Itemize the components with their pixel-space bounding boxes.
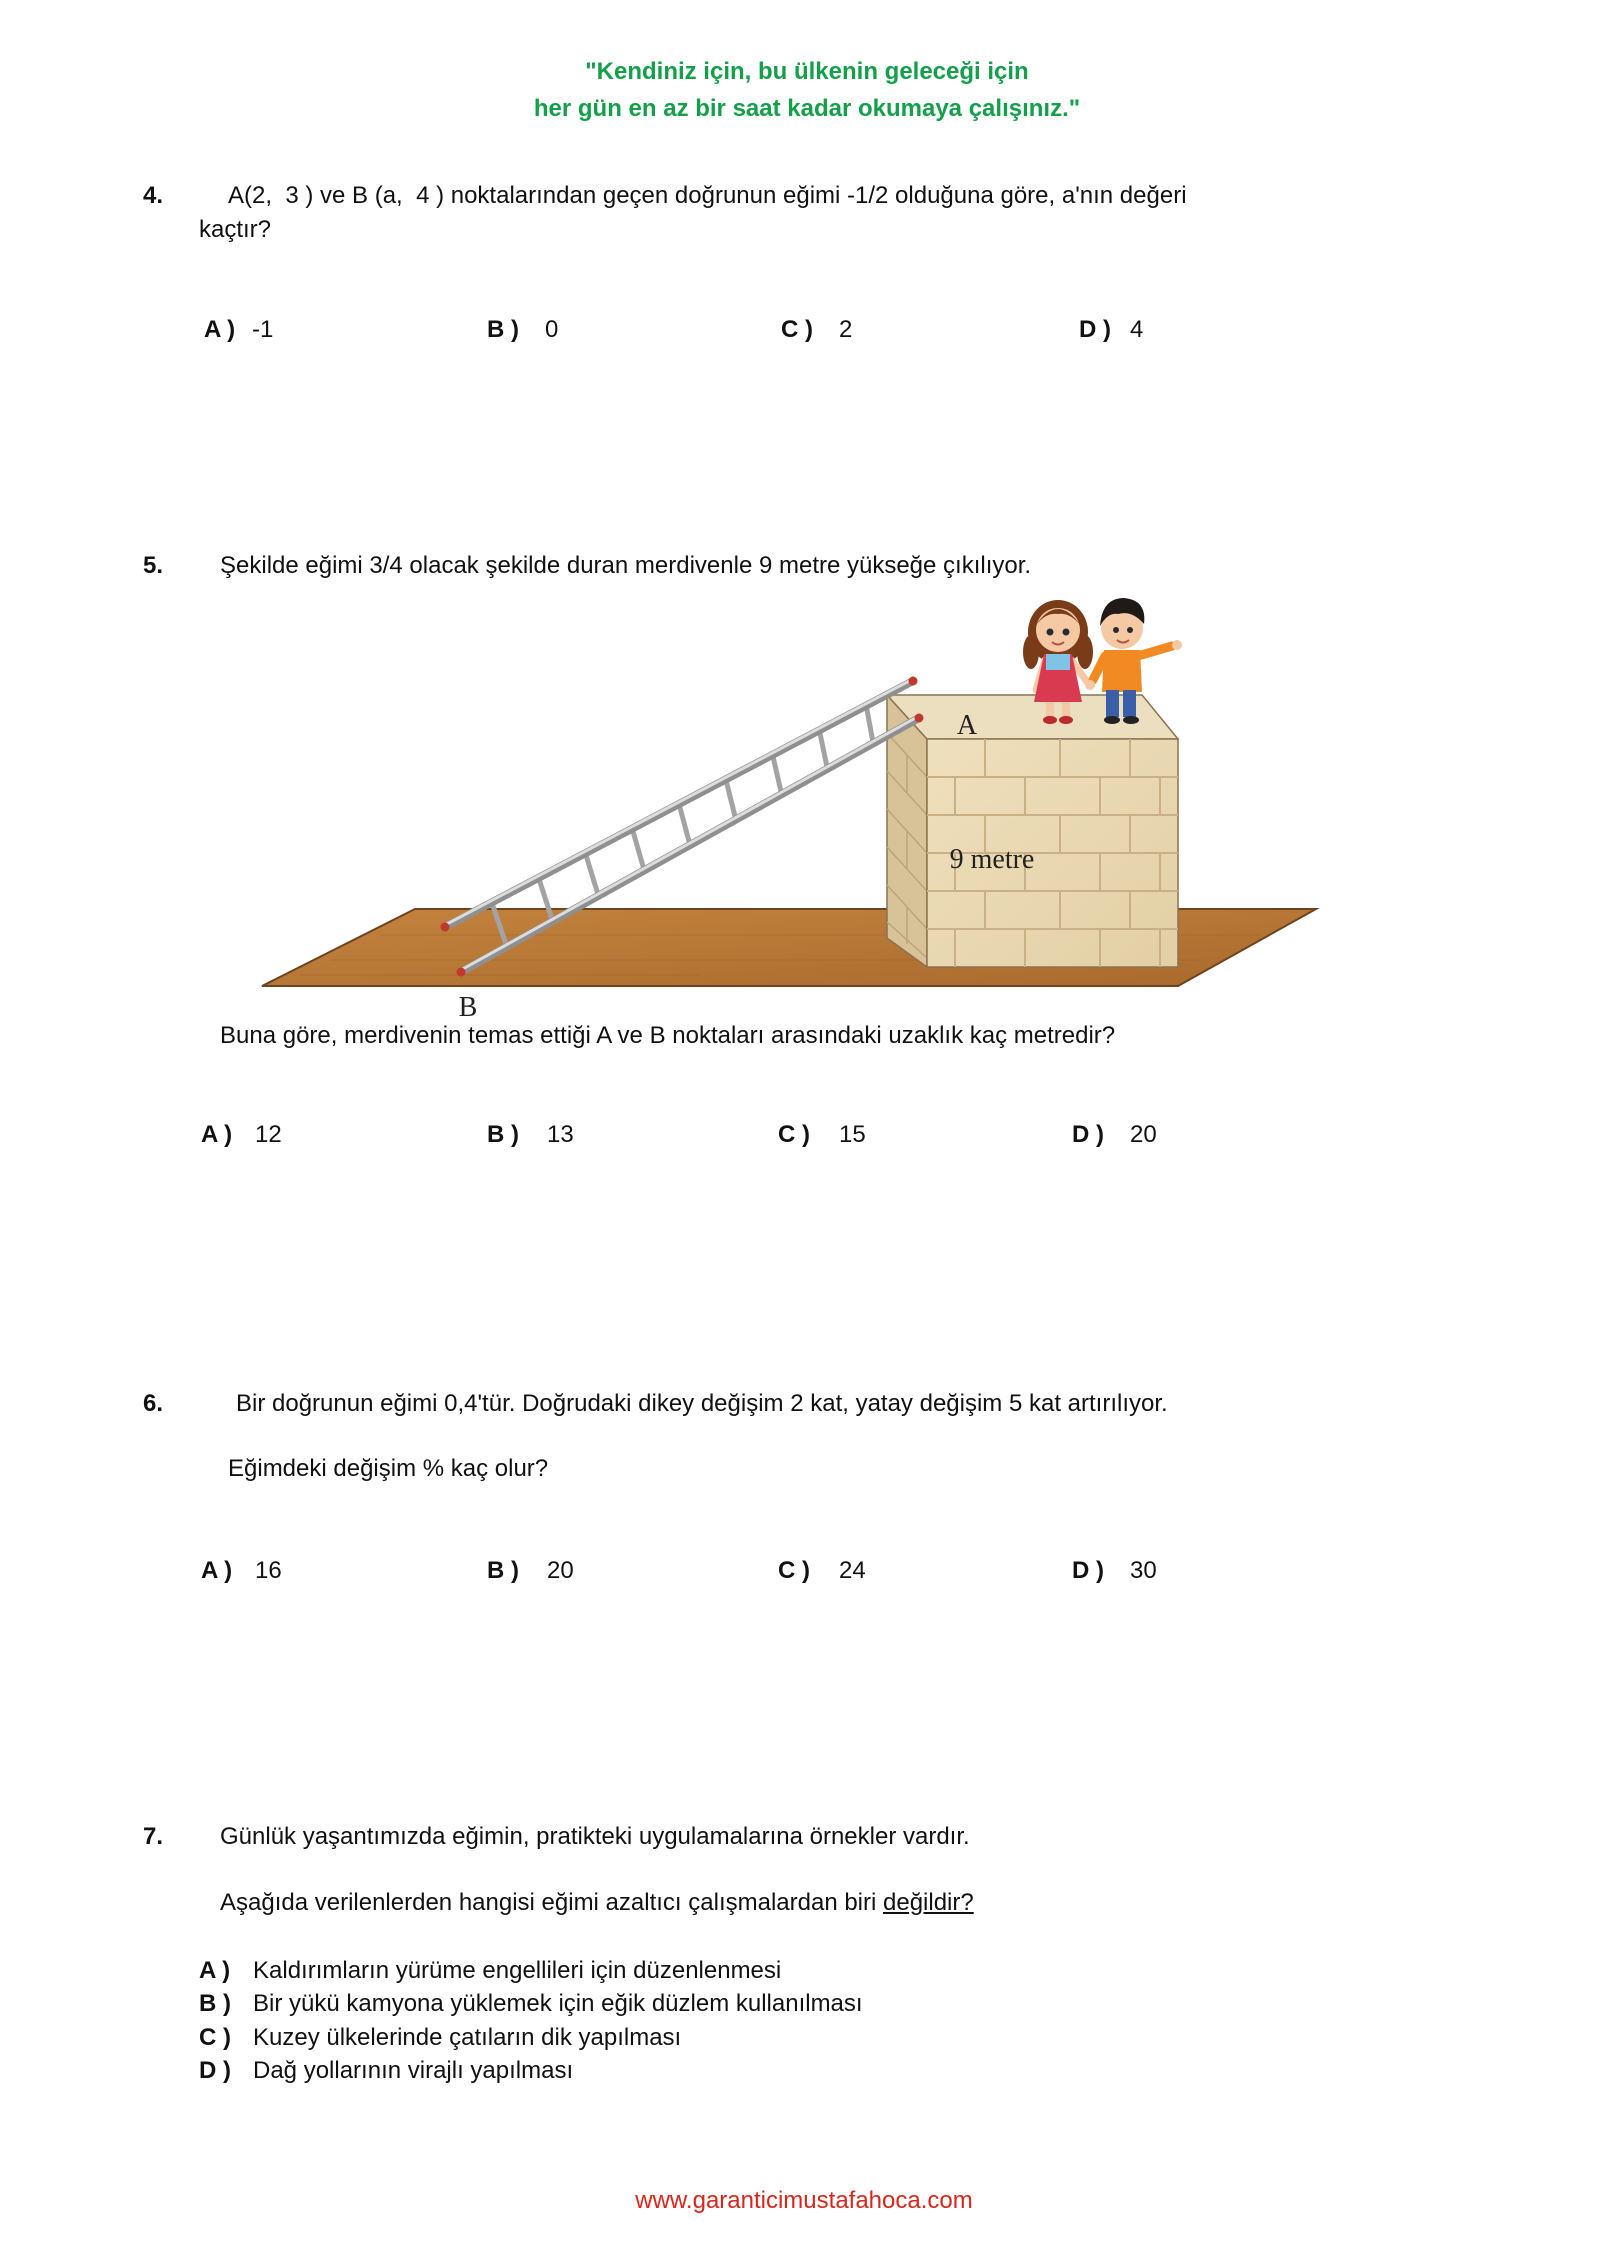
girl-vest bbox=[1046, 654, 1070, 670]
ladder-foot-cap bbox=[457, 968, 466, 977]
boy-jeans-leg bbox=[1123, 690, 1136, 717]
girl-pigtail-left bbox=[1023, 635, 1039, 669]
boy-jeans-leg bbox=[1106, 690, 1119, 717]
boy-shoe bbox=[1123, 716, 1139, 724]
q4-option-b-text: 0 bbox=[545, 316, 559, 343]
q7-option-c-text: Kuzey ülkelerinde çatıların dik yapılması bbox=[253, 2024, 682, 2051]
ladder-rung bbox=[726, 779, 736, 819]
question-4-text: A(2, 3 ) ve B (a, 4 ) noktalarından geçen doğrunun eğimi -1/2 olduğuna göre, a'nın değeri bbox=[228, 182, 1187, 209]
q5-option-b-label: B ) bbox=[487, 1121, 519, 1148]
ladder-rung bbox=[866, 706, 873, 744]
q6-option-c-label: C ) bbox=[778, 1557, 810, 1584]
ladder-rung bbox=[679, 804, 690, 845]
question-5-prompt: Buna göre, merdivenin temas ettiği A ve B noktaları arasındaki uzaklık kaç metredir? bbox=[220, 1022, 1116, 1049]
held-hands bbox=[1085, 680, 1095, 690]
height-label: 9 metre bbox=[949, 844, 1035, 875]
ladder-box-figure bbox=[0, 580, 1600, 1030]
boy-arm-pointing bbox=[1138, 646, 1172, 656]
q4-option-c-label: C ) bbox=[781, 316, 813, 343]
question-7-text: Günlük yaşantımızda eğimin, pratikteki uygulamalarına örnekler vardır. bbox=[220, 1823, 970, 1850]
ladder-top-cap bbox=[915, 714, 924, 723]
q6-option-a-text: 16 bbox=[255, 1557, 282, 1584]
boy-shirt bbox=[1102, 650, 1142, 692]
question-7-prompt bbox=[220, 1889, 974, 1917]
ladder-rung bbox=[773, 755, 782, 794]
question-6-prompt: Eğimdeki değişim % kaç olur? bbox=[228, 1455, 549, 1482]
girl-pigtail-right bbox=[1077, 635, 1093, 669]
girl-eye bbox=[1047, 629, 1054, 636]
q5-option-d-label: D ) bbox=[1072, 1121, 1104, 1148]
question-5-number: 5. bbox=[143, 552, 164, 579]
ladder-rail-upper-highlight bbox=[445, 679, 913, 925]
point-a-label: A bbox=[956, 710, 978, 741]
ladder-foot-cap bbox=[441, 923, 450, 932]
q5-option-a-text: 12 bbox=[255, 1121, 282, 1148]
q7-option-a-label: A ) bbox=[199, 1957, 231, 1984]
ladder-top-cap bbox=[909, 677, 918, 686]
boy-eye bbox=[1127, 627, 1133, 633]
q4-option-c-text: 2 bbox=[839, 316, 853, 343]
q6-option-d-text: 30 bbox=[1130, 1557, 1157, 1584]
q7-option-b-text: Bir yükü kamyona yüklemek için eğik düzlem kullanılması bbox=[253, 1990, 863, 2017]
girl-leg bbox=[1062, 702, 1070, 718]
ladder-rail-upper bbox=[445, 681, 913, 927]
girl-shoe bbox=[1059, 716, 1073, 724]
q6-option-a-label: A ) bbox=[201, 1557, 233, 1584]
q6-option-b-text: 20 bbox=[547, 1557, 574, 1584]
question-4-text-continued: kaçtır? bbox=[199, 216, 272, 243]
q6-option-b-label: B ) bbox=[487, 1557, 519, 1584]
question-6-number: 6. bbox=[143, 1390, 164, 1417]
q5-option-d-text: 20 bbox=[1130, 1121, 1157, 1148]
boy-hand bbox=[1172, 640, 1182, 650]
q7-option-a-text: Kaldırımların yürüme engellileri için düzenlenmesi bbox=[253, 1957, 782, 1984]
girl-shoe bbox=[1043, 716, 1057, 724]
q7-option-c-label: C ) bbox=[199, 2024, 231, 2051]
q5-option-c-label: C ) bbox=[778, 1121, 810, 1148]
question-6-text: Bir doğrunun eğimi 0,4'tür. Doğrudaki dikey değişim 2 kat, yatay değişim 5 kat artırılıyor. bbox=[236, 1390, 1168, 1417]
header-quote-line-2: her gün en az bir saat kadar okumaya çalışınız." bbox=[533, 95, 1081, 122]
q5-option-a-label: A ) bbox=[201, 1121, 233, 1148]
question-4-number: 4. bbox=[143, 182, 164, 209]
question-5-text: Şekilde eğimi 3/4 olacak şekilde duran merdivenle 9 metre yükseğe çıkılıyor. bbox=[220, 552, 1032, 579]
girl-eye bbox=[1063, 629, 1070, 636]
q6-option-d-label: D ) bbox=[1072, 1557, 1104, 1584]
boy-eye bbox=[1113, 627, 1119, 633]
q7-option-b-label: B ) bbox=[199, 1990, 231, 2017]
ladder-rung bbox=[819, 730, 827, 769]
q4-option-a-label: A ) bbox=[204, 316, 236, 343]
q7-option-d-label: D ) bbox=[199, 2057, 231, 2084]
boy-shoe bbox=[1104, 716, 1120, 724]
girl-leg bbox=[1046, 702, 1054, 718]
q7-option-d-text: Dağ yollarının virajlı yapılması bbox=[253, 2057, 574, 2084]
question-7-prompt-text: Aşağıda verilenlerden hangisi eğimi azaltıcı çalışmalardan biri bbox=[220, 1889, 883, 1916]
q4-option-a-text: -1 bbox=[252, 316, 274, 343]
footer-website: www.garanticimustafahoca.com bbox=[635, 2187, 973, 2214]
q4-option-b-label: B ) bbox=[487, 316, 519, 343]
q5-option-c-text: 15 bbox=[839, 1121, 866, 1148]
q5-option-b-text: 13 bbox=[547, 1121, 574, 1148]
question-7-number: 7. bbox=[143, 1823, 164, 1850]
header-quote-line-1: "Kendiniz için, bu ülkenin geleceği için bbox=[585, 58, 1029, 85]
question-7-emphasis: değildir? bbox=[883, 1889, 974, 1916]
q4-option-d-text: 4 bbox=[1130, 316, 1144, 343]
ladder-rung bbox=[585, 853, 598, 896]
ladder-rung bbox=[632, 829, 644, 871]
q6-option-c-text: 24 bbox=[839, 1557, 866, 1584]
q4-option-d-label: D ) bbox=[1079, 316, 1111, 343]
point-b-label: B bbox=[458, 992, 478, 1023]
